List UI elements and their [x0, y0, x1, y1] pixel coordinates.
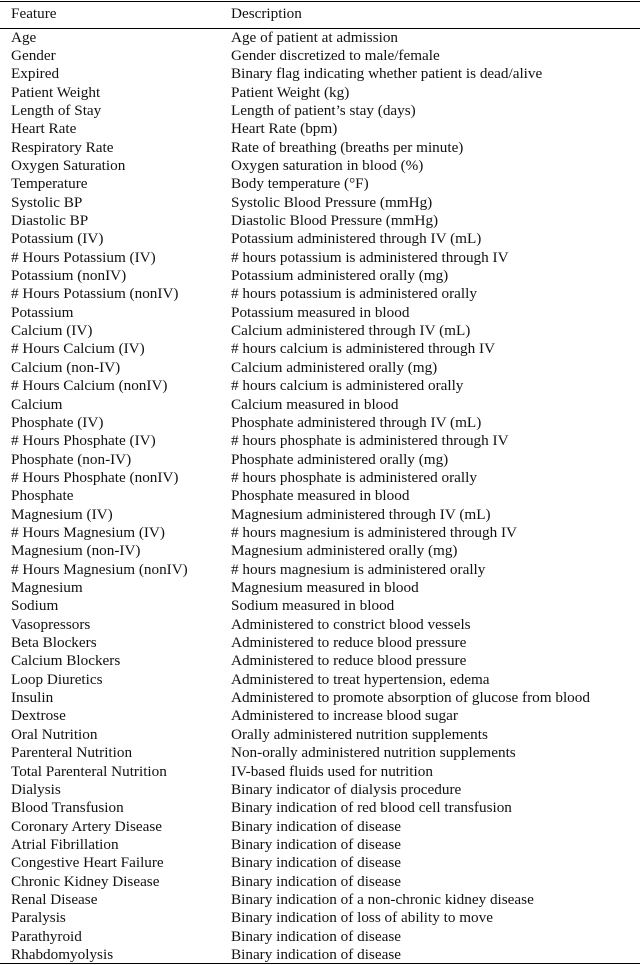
feature-cell: Congestive Heart Failure — [11, 854, 164, 872]
table-row — [0, 84, 640, 102]
description-cell: Magnesium administered through IV (mL) — [231, 505, 491, 523]
table-row — [0, 377, 640, 395]
table-row — [0, 597, 640, 615]
feature-cell: Respiratory Rate — [11, 138, 114, 156]
description-cell: Sodium measured in blood — [231, 597, 395, 615]
description-cell: Binary indication of red blood cell transfusion — [231, 799, 512, 817]
description-cell: Body temperature (°F) — [231, 175, 369, 193]
description-cell: # hours potassium is administered through IV — [231, 248, 509, 266]
table-row — [0, 818, 640, 836]
feature-cell: # Hours Calcium (IV) — [11, 340, 145, 358]
feature-cell: # Hours Phosphate (IV) — [11, 432, 156, 450]
feature-cell: Temperature — [11, 175, 88, 193]
table-row — [0, 909, 640, 927]
description-cell: Orally administered nutrition supplements — [231, 725, 488, 743]
description-cell: Binary indicator of dialysis procedure — [231, 780, 462, 798]
table-header-row — [0, 5, 640, 23]
table-row — [0, 139, 640, 157]
description-cell: Potassium measured in blood — [231, 303, 410, 321]
table-row — [0, 120, 640, 138]
feature-cell: # Hours Potassium (IV) — [11, 248, 156, 266]
feature-cell: Blood Transfusion — [11, 799, 124, 817]
table-row — [0, 102, 640, 120]
table-row — [0, 212, 640, 230]
feature-cell: Magnesium — [11, 579, 83, 596]
table-row — [0, 285, 640, 303]
table-bottom-rule — [0, 963, 640, 964]
feature-cell: Loop Diuretics — [11, 670, 103, 688]
description-cell: # hours magnesium is administered through IV — [231, 523, 517, 541]
feature-cell: Patient Weight — [11, 83, 101, 101]
table-row — [0, 744, 640, 762]
table-row — [0, 359, 640, 377]
description-cell: Potassium administered orally (mg) — [231, 267, 449, 285]
table-row — [0, 396, 640, 414]
feature-cell: Paralysis — [11, 909, 66, 927]
table-row — [0, 230, 640, 248]
description-cell: # hours phosphate is administered through IV — [231, 432, 509, 450]
description-cell: Binary indication of loss of ability to move — [231, 909, 493, 927]
description-cell: Gender discretized to male/female — [231, 46, 440, 64]
description-cell: Systolic Blood Pressure (mmHg) — [231, 193, 433, 211]
description-cell: # hours magnesium is administered orally — [231, 560, 486, 578]
description-cell: Non-orally administered nutrition supplements — [231, 744, 516, 762]
feature-cell: Potassium — [11, 303, 74, 321]
feature-cell: Parenteral Nutrition — [11, 744, 133, 762]
description-cell: Administered to constrict blood vessels — [231, 615, 471, 633]
feature-cell: # Hours Magnesium (nonIV) — [11, 560, 188, 578]
table-row — [0, 634, 640, 652]
description-cell: Administered to reduce blood pressure — [231, 634, 467, 652]
feature-cell: Insulin — [11, 689, 54, 707]
table-row — [0, 726, 640, 744]
description-cell: Binary indication of disease — [231, 872, 401, 890]
description-cell: # hours potassium is administered orally — [231, 285, 477, 303]
table-row — [0, 451, 640, 469]
table-row — [0, 652, 640, 670]
feature-cell: Gender — [11, 46, 56, 64]
table-row — [0, 873, 640, 891]
feature-cell: Potassium (nonIV) — [11, 267, 127, 285]
feature-cell: # Hours Magnesium (IV) — [11, 523, 165, 541]
table-row — [0, 781, 640, 799]
description-cell: Binary indication of disease — [231, 927, 401, 945]
feature-cell: # Hours Potassium (nonIV) — [11, 285, 179, 303]
description-cell: Administered to reduce blood pressure — [231, 652, 467, 670]
description-cell: Binary indication of disease — [231, 817, 401, 835]
table-row — [0, 157, 640, 175]
table-row — [0, 487, 640, 505]
table-row — [0, 414, 640, 432]
description-cell: Diastolic Blood Pressure (mmHg) — [231, 212, 439, 229]
table-row — [0, 579, 640, 597]
description-cell: Calcium administered orally (mg) — [231, 358, 438, 376]
description-cell: Phosphate administered through IV (mL) — [231, 413, 482, 431]
feature-cell: Calcium Blockers — [11, 652, 121, 670]
table-row — [0, 47, 640, 65]
description-cell: Phosphate administered orally (mg) — [231, 450, 449, 468]
table-row — [0, 267, 640, 285]
table-row — [0, 799, 640, 817]
table-row — [0, 432, 640, 450]
feature-cell: Coronary Artery Disease — [11, 817, 162, 835]
feature-cell: Age — [11, 28, 37, 46]
feature-cell: Phosphate (non-IV) — [11, 450, 132, 468]
table-row — [0, 928, 640, 946]
table-row — [0, 836, 640, 854]
description-cell: Age of patient at admission — [231, 28, 399, 46]
feature-cell: Calcium — [11, 395, 63, 413]
feature-cell: Parathyroid — [11, 927, 82, 945]
table-row — [0, 249, 640, 267]
feature-cell: Magnesium (IV) — [11, 505, 113, 523]
table-row — [0, 29, 640, 47]
table-row — [0, 469, 640, 487]
header-feature: Feature — [11, 5, 57, 22]
feature-cell: Sodium — [11, 597, 59, 615]
description-cell: Phosphate measured in blood — [231, 487, 410, 505]
table-row — [0, 763, 640, 781]
description-cell: Magnesium administered orally (mg) — [231, 542, 458, 560]
table-row — [0, 322, 640, 340]
table-row — [0, 304, 640, 322]
feature-cell: Calcium (non-IV) — [11, 358, 121, 376]
table-row — [0, 65, 640, 83]
table-row — [0, 524, 640, 542]
table-row — [0, 506, 640, 524]
description-cell: Calcium measured in blood — [231, 395, 399, 413]
table-row — [0, 689, 640, 707]
feature-cell: Length of Stay — [11, 101, 102, 119]
description-cell: Binary flag indicating whether patient is dead/alive — [231, 65, 543, 83]
feature-cell: Magnesium (non-IV) — [11, 542, 141, 560]
feature-cell: Beta Blockers — [11, 634, 97, 652]
feature-cell: Potassium (IV) — [11, 230, 104, 248]
feature-cell: Systolic BP — [11, 193, 83, 211]
feature-cell: Dialysis — [11, 780, 61, 798]
description-cell: # hours phosphate is administered orally — [231, 468, 477, 486]
table-row — [0, 561, 640, 579]
feature-cell: Phosphate (IV) — [11, 413, 104, 431]
description-cell: Binary indication of a non-chronic kidney disease — [231, 890, 534, 908]
description-cell: Magnesium measured in blood — [231, 579, 419, 596]
table-row — [0, 616, 640, 634]
feature-cell: # Hours Phosphate (nonIV) — [11, 468, 179, 486]
table-row — [0, 542, 640, 560]
table-row — [0, 340, 640, 358]
feature-cell: Dextrose — [11, 707, 66, 725]
feature-cell: Expired — [11, 65, 60, 83]
feature-cell: Calcium (IV) — [11, 322, 93, 340]
description-cell: Administered to treat hypertension, edema — [231, 670, 490, 688]
header-description: Description — [231, 5, 302, 22]
description-cell: Patient Weight (kg) — [231, 83, 350, 101]
feature-cell: Rhabdomyolysis — [11, 946, 114, 963]
feature-cell: Atrial Fibrillation — [11, 835, 119, 853]
description-cell: Length of patient’s stay (days) — [231, 101, 416, 119]
table-top-rule — [0, 1, 640, 2]
description-cell: Calcium administered through IV (mL) — [231, 322, 471, 340]
table-row — [0, 707, 640, 725]
description-cell: Heart Rate (bpm) — [231, 120, 338, 138]
feature-cell: Diastolic BP — [11, 212, 89, 229]
description-cell: Potassium administered through IV (mL) — [231, 230, 482, 248]
feature-cell: Oxygen Saturation — [11, 156, 126, 174]
description-cell: IV-based fluids used for nutrition — [231, 762, 433, 780]
feature-cell: # Hours Calcium (nonIV) — [11, 377, 168, 395]
table-row — [0, 671, 640, 689]
description-cell: Binary indication of disease — [231, 946, 401, 963]
feature-cell: Heart Rate — [11, 120, 77, 138]
description-cell: Oxygen saturation in blood (%) — [231, 156, 424, 174]
table-row — [0, 854, 640, 872]
table-row — [0, 194, 640, 212]
description-cell: Administered to increase blood sugar — [231, 707, 458, 725]
description-cell: Binary indication of disease — [231, 835, 401, 853]
feature-cell: Total Parenteral Nutrition — [11, 762, 167, 780]
description-cell: Rate of breathing (breaths per minute) — [231, 138, 464, 156]
feature-cell: Oral Nutrition — [11, 725, 98, 743]
description-cell: # hours calcium is administered orally — [231, 377, 464, 395]
table-row — [0, 946, 640, 964]
description-cell: Binary indication of disease — [231, 854, 401, 872]
table-row — [0, 891, 640, 909]
table-row — [0, 175, 640, 193]
feature-cell: Chronic Kidney Disease — [11, 872, 160, 890]
feature-cell: Phosphate — [11, 487, 74, 505]
description-cell: Administered to promote absorption of glucose from blood — [231, 689, 590, 707]
feature-cell: Vasopressors — [11, 615, 91, 633]
description-cell: # hours calcium is administered through IV — [231, 340, 496, 358]
feature-cell: Renal Disease — [11, 890, 98, 908]
